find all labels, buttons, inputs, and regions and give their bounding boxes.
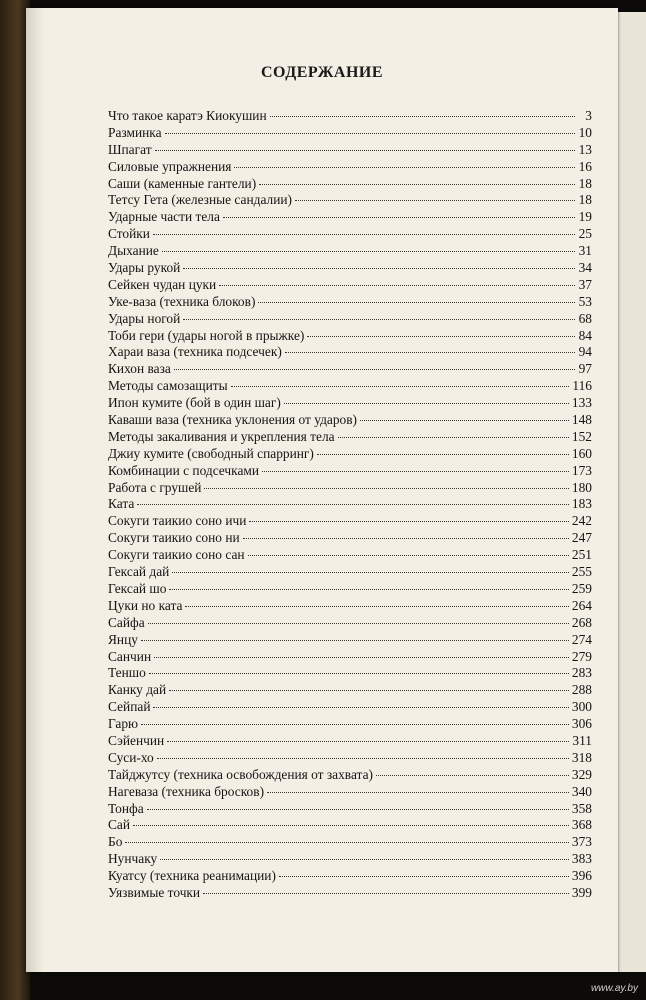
- toc-entry: [108, 682, 592, 699]
- toc-entry-page: 247: [571, 530, 592, 546]
- toc-entry: [108, 226, 592, 243]
- page-title: СОДЕРЖАНИЕ: [260, 64, 384, 81]
- toc-entry: [108, 750, 592, 767]
- toc-entry: [108, 480, 592, 497]
- toc-entry-page: 396: [571, 868, 592, 884]
- toc-entry: [108, 834, 592, 851]
- toc-entry: [108, 344, 592, 361]
- toc-entry-title: Нунчаку: [108, 851, 158, 867]
- toc-entry: [108, 142, 592, 159]
- dot-leader: [248, 555, 569, 556]
- toc-entry: [108, 564, 592, 581]
- toc-entry: [108, 699, 592, 716]
- toc-entry: [108, 547, 592, 564]
- toc-entry-title: Гексай шо: [108, 580, 167, 596]
- toc-entry-page: 180: [571, 479, 592, 495]
- toc-entry-title: Санчин: [108, 648, 152, 664]
- toc-entry: [108, 801, 592, 818]
- dot-leader: [162, 251, 575, 252]
- dot-leader: [295, 200, 575, 201]
- toc-entry: [108, 817, 592, 834]
- dot-leader: [249, 521, 569, 522]
- toc-entry-title: Работа с грушей: [108, 479, 202, 495]
- toc-entry: [108, 159, 592, 176]
- toc-entry-page: 255: [571, 564, 592, 580]
- dot-leader: [155, 150, 575, 151]
- toc-entry-page: 152: [571, 428, 592, 444]
- dot-leader: [270, 116, 575, 117]
- toc-entry-page: 340: [571, 783, 592, 799]
- toc-entry-page: 274: [571, 631, 592, 647]
- dot-leader: [204, 488, 568, 489]
- toc-entry: [108, 294, 592, 311]
- toc-entry: [108, 716, 592, 733]
- toc-entry-title: Методы закаливания и укрепления тела: [108, 428, 335, 444]
- toc-entry-title: Методы самозащиты: [108, 378, 228, 394]
- toc-entry-title: Суси-хо: [108, 749, 154, 765]
- toc-entry-title: Ипон кумите (бой в один шаг): [108, 395, 281, 411]
- toc-entry-title: Сэйенчин: [108, 732, 165, 748]
- toc-entry-title: Хараи ваза (техника подсечек): [108, 344, 282, 360]
- toc-entry-title: Стойки: [108, 226, 150, 242]
- dot-leader: [284, 403, 569, 404]
- toc-entry: [108, 243, 592, 260]
- toc-entry: [108, 125, 592, 142]
- dot-leader: [317, 454, 569, 455]
- toc-entry: [108, 885, 592, 902]
- toc-entry-page: 268: [571, 614, 592, 630]
- toc-entry-title: Сейкен чудан цуки: [108, 276, 217, 292]
- toc-entry: [108, 513, 592, 530]
- toc-entry-page: 251: [571, 547, 592, 563]
- toc-entry-page: 18: [578, 192, 592, 208]
- toc-entry-title: Сейпай: [108, 699, 151, 715]
- toc-entry: [108, 632, 592, 649]
- dot-leader: [165, 133, 575, 134]
- toc-entry-title: Сокуги таикио соно сан: [108, 547, 245, 563]
- dot-leader: [285, 352, 575, 353]
- toc-entry: [108, 851, 592, 868]
- watermark: www.ay.by: [590, 983, 638, 994]
- toc-entry-page: 160: [571, 445, 592, 461]
- toc-entry-page: 68: [578, 310, 592, 326]
- toc-entry: [108, 192, 592, 209]
- toc-entry-page: 173: [571, 462, 592, 478]
- dot-leader: [174, 369, 575, 370]
- toc-entry-page: 368: [571, 817, 592, 833]
- dot-leader: [223, 217, 575, 218]
- toc-entry-title: Силовые упражнения: [108, 158, 232, 174]
- dot-leader: [157, 758, 569, 759]
- dot-leader: [149, 673, 569, 674]
- toc-entry-title: Джиу кумите (свободный спарринг): [108, 445, 314, 461]
- toc-entry: [108, 530, 592, 547]
- toc-entry-title: Что такое каратэ Киокушин: [108, 108, 267, 123]
- toc-entry-title: Тайджутсу (техника освобождения от захвата): [108, 766, 373, 782]
- toc-entry-title: Теншо: [108, 665, 146, 681]
- toc-entry-page: 283: [571, 665, 592, 681]
- dot-leader: [185, 606, 568, 607]
- toc-entry: [108, 463, 592, 480]
- dot-leader: [376, 775, 569, 776]
- toc-entry: [108, 733, 592, 750]
- dot-leader: [137, 504, 569, 505]
- toc-entry-page: 300: [571, 699, 592, 715]
- toc-entry-title: Сайфа: [108, 614, 145, 630]
- toc-entry-page: 31: [578, 243, 592, 259]
- toc-entry-page: 264: [571, 597, 592, 613]
- toc-entry-page: 94: [578, 344, 592, 360]
- toc-entry-title: Дыхание: [108, 243, 159, 259]
- toc-entry-page: 16: [578, 158, 592, 174]
- toc-entry-page: 97: [578, 361, 592, 377]
- toc-entry-title: Разминка: [108, 124, 162, 140]
- toc-entry: [108, 328, 592, 345]
- toc-entry-page: 19: [578, 209, 592, 225]
- dot-leader: [160, 859, 569, 860]
- toc-entry-page: 279: [571, 648, 592, 664]
- toc-entry: [108, 260, 592, 277]
- toc-entry-title: Ката: [108, 496, 135, 512]
- toc-entry-page: 242: [571, 513, 592, 529]
- toc-entry-title: Сокуги таикио соно ни: [108, 530, 240, 546]
- toc-entry: [108, 361, 592, 378]
- toc-entry-title: Тоби гери (удары ногой в прыжке): [108, 327, 305, 343]
- dot-leader: [133, 825, 569, 826]
- dot-leader: [231, 386, 570, 387]
- toc-entry-page: 399: [571, 884, 592, 900]
- toc-entry: [108, 176, 592, 193]
- dot-leader: [219, 285, 575, 286]
- toc-entry-title: Уке-ваза (техника блоков): [108, 293, 256, 309]
- toc-entry: [108, 311, 592, 328]
- toc-entry: [108, 412, 592, 429]
- toc-entry: [108, 784, 592, 801]
- toc-entry-page: 34: [578, 260, 592, 276]
- toc-entry-page: 318: [571, 749, 592, 765]
- toc-entry: [108, 209, 592, 226]
- dot-leader: [167, 741, 569, 742]
- toc-entry: [108, 108, 592, 125]
- toc-entry-title: Ударные части тела: [108, 209, 220, 225]
- toc-entry-title: Удары ногой: [108, 310, 181, 326]
- dot-leader: [258, 302, 575, 303]
- toc-entry-title: Шпагат: [108, 141, 152, 157]
- toc-entry: [108, 277, 592, 294]
- toc-entry-title: Нагеваза (техника бросков): [108, 783, 265, 799]
- toc-entry-page: 148: [571, 412, 592, 428]
- toc-entry-page: 18: [578, 175, 592, 191]
- toc-entry: [108, 429, 592, 446]
- toc-entry: [108, 446, 592, 463]
- toc-entry-title: Сокуги таикио соно ичи: [108, 513, 247, 529]
- dot-leader: [234, 167, 575, 168]
- toc-entry-page: 358: [571, 800, 592, 816]
- toc-entry-title: Канку дай: [108, 682, 167, 698]
- toc-entry-title: Гарю: [108, 716, 139, 732]
- dot-leader: [259, 184, 575, 185]
- toc-entry-page: 259: [571, 580, 592, 596]
- toc-entry: [108, 649, 592, 666]
- toc-entry-title: Тетсу Гета (железные сандалии): [108, 192, 292, 208]
- toc-entry-title: Цуки но ката: [108, 597, 183, 613]
- dot-leader: [141, 724, 569, 725]
- toc-entry: [108, 598, 592, 615]
- toc-entry-page: 116: [572, 378, 592, 394]
- toc-entry-page: 3: [585, 108, 592, 123]
- toc-entry: [108, 868, 592, 885]
- toc-entry-page: 329: [571, 766, 592, 782]
- toc-entry-title: Кихон ваза: [108, 361, 171, 377]
- toc-entry-page: 306: [571, 716, 592, 732]
- toc-entry-page: 84: [578, 327, 592, 343]
- dot-leader: [307, 336, 575, 337]
- dot-leader: [153, 707, 568, 708]
- dot-leader: [203, 893, 569, 894]
- toc-entry-page: 288: [571, 682, 592, 698]
- toc-entry-title: Комбинации с подсечками: [108, 462, 260, 478]
- toc-entry-title: Сай: [108, 817, 131, 833]
- dot-leader: [148, 623, 569, 624]
- toc-entry-title: Удары рукой: [108, 260, 181, 276]
- dot-leader: [360, 420, 569, 421]
- toc-entry-title: Уязвимые точки: [108, 884, 201, 900]
- toc-entry-page: 311: [572, 732, 592, 748]
- toc-entry-title: Гексай дай: [108, 564, 170, 580]
- toc-entry-page: 25: [578, 226, 592, 242]
- dot-leader: [279, 876, 569, 877]
- dot-leader: [154, 657, 569, 658]
- dot-leader: [183, 319, 575, 320]
- dot-leader: [153, 234, 575, 235]
- toc-entry-title: Янцу: [108, 631, 138, 647]
- toc-entry-title: Бо: [108, 834, 123, 850]
- dot-leader: [262, 471, 569, 472]
- dot-leader: [243, 538, 569, 539]
- toc-entry-page: 13: [578, 141, 592, 157]
- dot-leader: [169, 690, 569, 691]
- toc-entry-page: 53: [578, 293, 592, 309]
- toc-entry-title: Тонфа: [108, 800, 144, 816]
- spine-shadow: [26, 8, 44, 972]
- toc-entry-page: 10: [578, 124, 592, 140]
- toc-entry: [108, 615, 592, 632]
- toc-entry: [108, 767, 592, 784]
- toc-entry-page: 383: [571, 851, 592, 867]
- toc-entry: [108, 395, 592, 412]
- toc-entry-page: 37: [578, 276, 592, 292]
- dot-leader: [172, 572, 569, 573]
- toc-entry: [108, 496, 592, 513]
- toc-entry-page: 183: [571, 496, 592, 512]
- toc-entry-page: 373: [571, 834, 592, 850]
- toc-entry-page: 133: [571, 395, 592, 411]
- toc-entry-title: Каваши ваза (техника уклонения от ударов): [108, 412, 358, 428]
- contents-page: [26, 8, 618, 972]
- dot-leader: [147, 809, 569, 810]
- toc-entry: [108, 581, 592, 598]
- toc-entry: [108, 665, 592, 682]
- dot-leader: [338, 437, 569, 438]
- toc-entry: [108, 378, 592, 395]
- toc-entry-title: Саши (каменные гантели): [108, 175, 257, 191]
- table-of-contents: [108, 108, 592, 902]
- dot-leader: [141, 640, 569, 641]
- dot-leader: [125, 842, 569, 843]
- dot-leader: [183, 268, 575, 269]
- toc-entry-title: Куатсу (техника реанимации): [108, 868, 276, 884]
- dot-leader: [169, 589, 568, 590]
- dot-leader: [267, 792, 569, 793]
